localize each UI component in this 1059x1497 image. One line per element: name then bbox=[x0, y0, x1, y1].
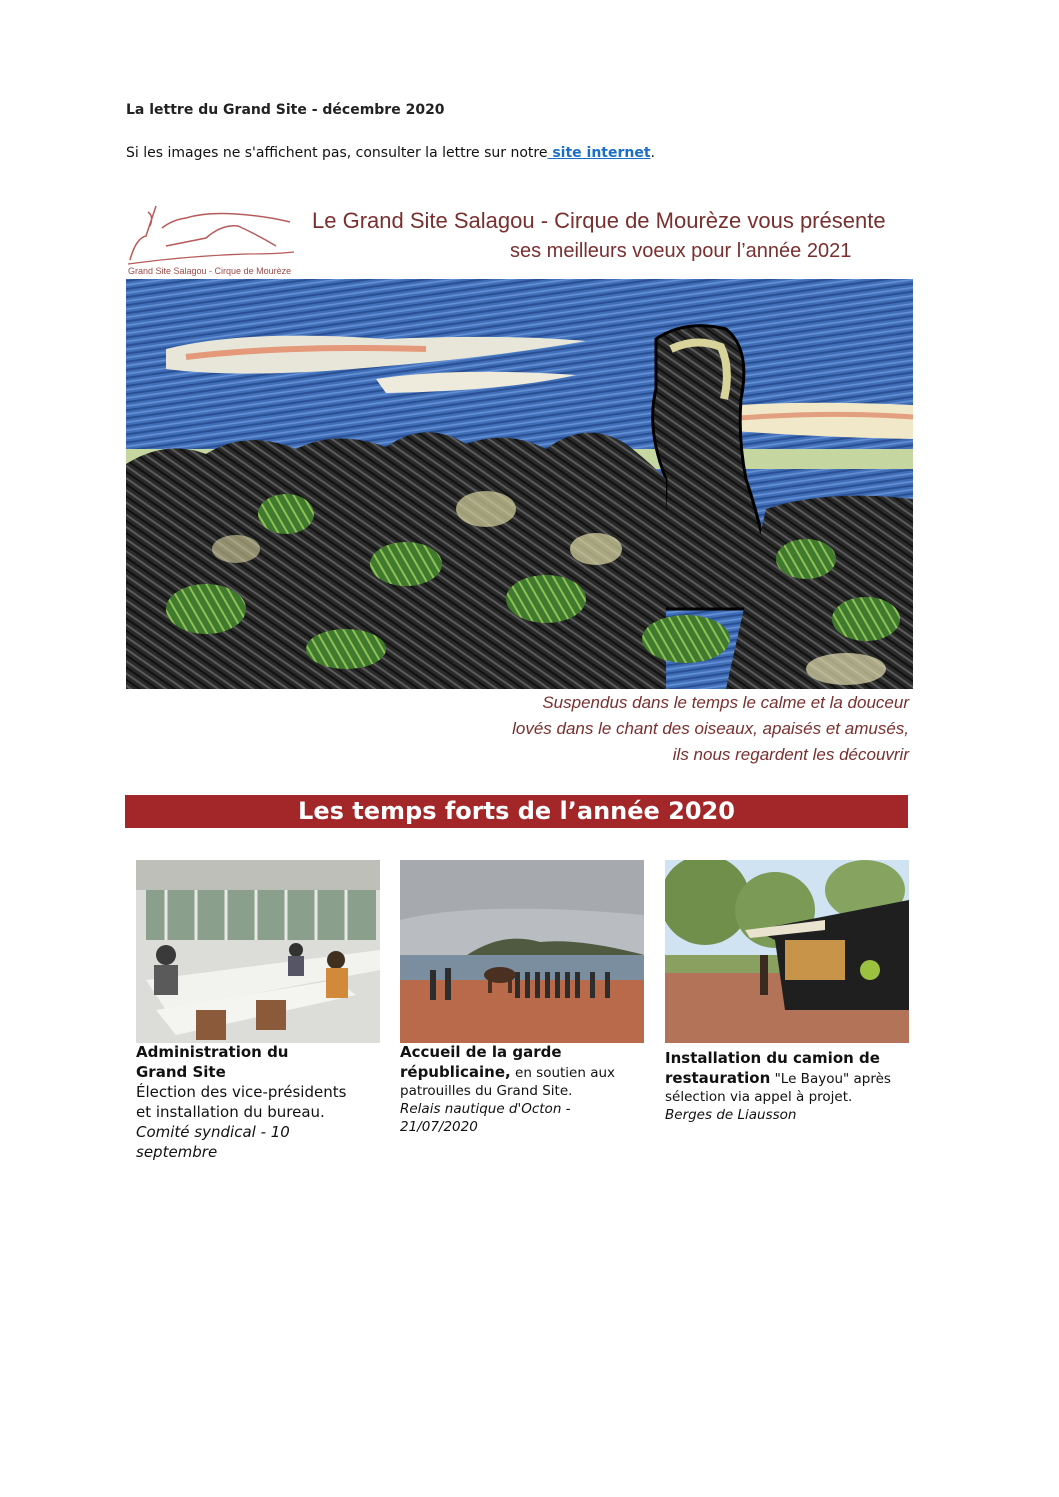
images-notice bbox=[126, 145, 655, 161]
meeting-room-photo bbox=[136, 860, 380, 1043]
greeting-line-2: ses meilleurs voeux pour l’année 2021 bbox=[510, 240, 852, 262]
images-notice-text: Si les images ne s'affichent pas, consulter la lettre sur notre bbox=[126, 145, 548, 161]
card-body: sélection via appel à projet. bbox=[665, 1089, 853, 1105]
card-title: Accueil de la garde bbox=[400, 1043, 562, 1061]
poem-line-3: ils nous regardent les découvrir bbox=[672, 745, 909, 764]
garde-republicaine-photo bbox=[400, 860, 644, 1043]
card-caption-administration bbox=[136, 1042, 376, 1162]
newsletter-title: La lettre du Grand Site - décembre 2020 bbox=[126, 102, 445, 118]
card-body: et installation du bureau. bbox=[136, 1103, 325, 1121]
card-title: Administration du bbox=[136, 1043, 289, 1061]
poem-line-1: Suspendus dans le temps le calme et la douceur bbox=[542, 693, 909, 712]
card-caption-food-truck bbox=[665, 1048, 910, 1124]
card-meta: Comité syndical - 10 bbox=[136, 1123, 290, 1141]
card-title: restauration bbox=[665, 1069, 771, 1087]
images-notice-end: . bbox=[650, 145, 655, 161]
greeting-line-1: Le Grand Site Salagou - Cirque de Mourèze vous présente bbox=[312, 208, 886, 233]
website-link[interactable]: site internet bbox=[547, 145, 651, 161]
card-body: en soutien aux bbox=[510, 1065, 616, 1081]
section-header: Les temps forts de l’année 2020 bbox=[125, 795, 908, 828]
card-body: patrouilles du Grand Site. bbox=[400, 1083, 573, 1099]
card-meta: 21/07/2020 bbox=[400, 1119, 478, 1135]
food-truck-photo bbox=[665, 860, 909, 1043]
card-title: Grand Site bbox=[136, 1063, 226, 1081]
card-meta: septembre bbox=[136, 1143, 218, 1161]
card-meta: Berges de Liausson bbox=[665, 1107, 797, 1123]
card-title: républicaine, bbox=[400, 1063, 511, 1081]
logo-caption: Grand Site Salagou - Cirque de Mourèze bbox=[128, 266, 292, 276]
card-body: Élection des vice-présidents bbox=[136, 1083, 347, 1101]
mourze-rock-painting bbox=[126, 279, 913, 689]
poem-line-2: lovés dans le chant des oiseaux, apaisés et amusés, bbox=[512, 719, 909, 738]
card-body: "Le Bayou" après bbox=[770, 1071, 891, 1087]
card-caption-garde bbox=[400, 1042, 640, 1136]
card-meta: Relais nautique d'Octon - bbox=[400, 1101, 571, 1117]
card-title: Installation du camion de bbox=[665, 1049, 880, 1067]
